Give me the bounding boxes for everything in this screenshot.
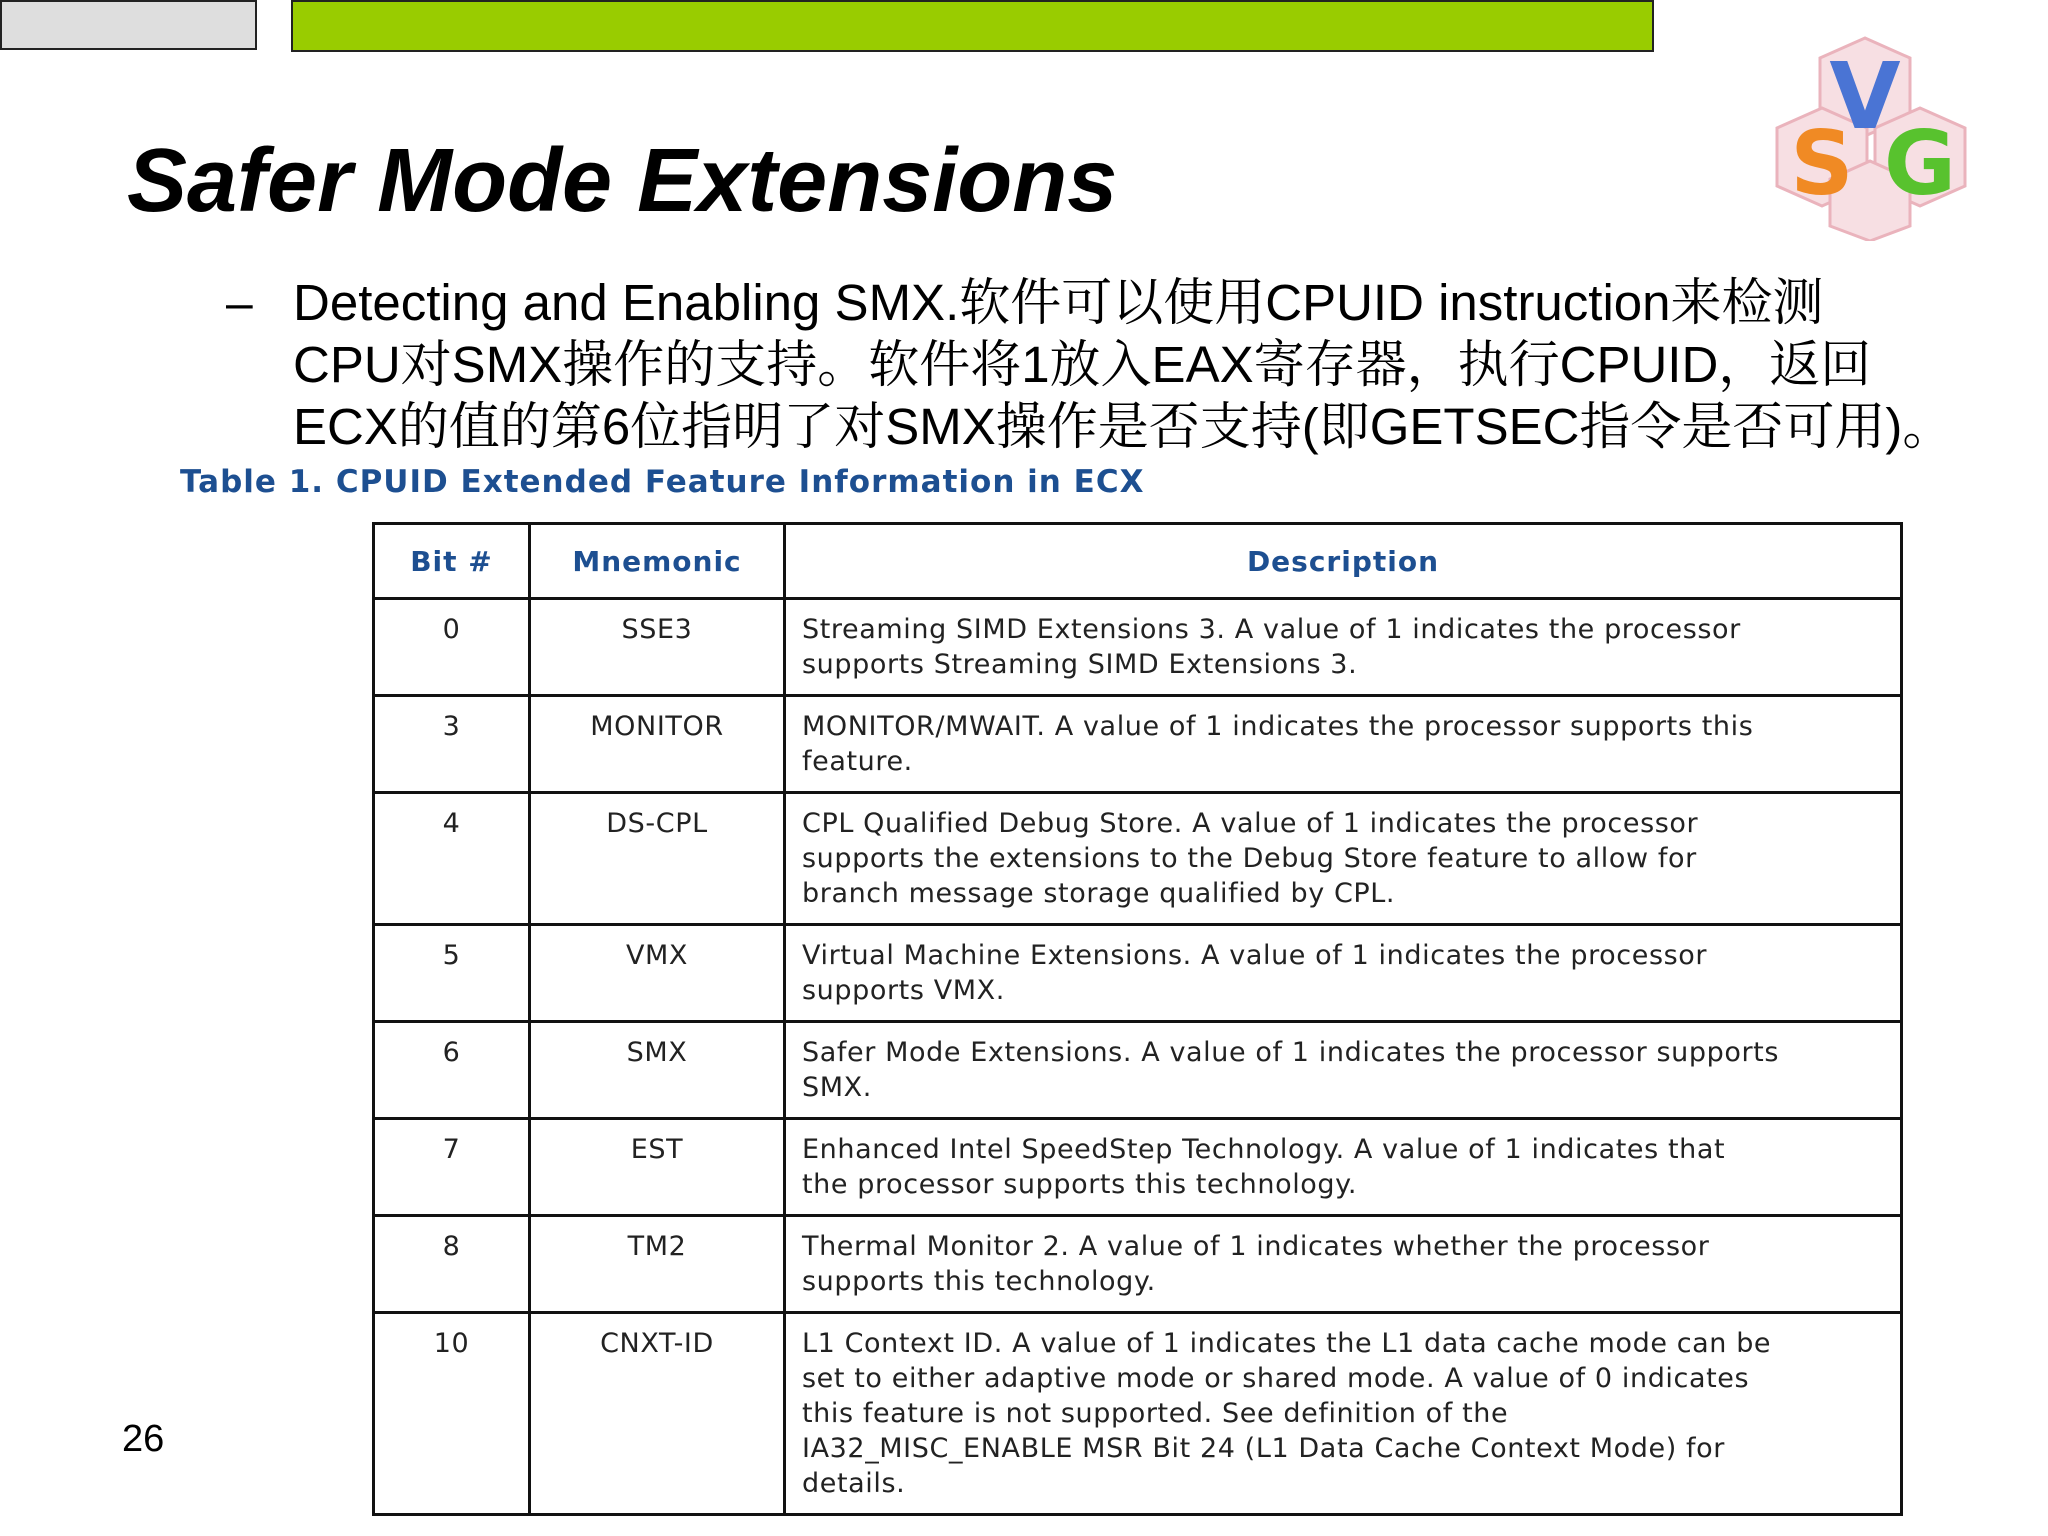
- description-line: Virtual Machine Extensions. A value of 1 indicates the processor: [802, 940, 1708, 971]
- description-line: SMX.: [802, 1072, 872, 1103]
- bullet-line: Detecting and Enabling SMX.软件可以使用CPUID instruction来检测: [293, 274, 1824, 331]
- description-line: details.: [802, 1468, 906, 1499]
- description-line: this feature is not supported. See definition of the: [802, 1398, 1509, 1429]
- description-line: feature.: [802, 746, 913, 777]
- table-caption: Table 1. CPUID Extended Feature Information in ECX: [180, 464, 1145, 500]
- table-row: [374, 793, 1902, 925]
- table-row: [374, 925, 1902, 1022]
- cell-description: [785, 696, 1902, 793]
- description-line: supports VMX.: [802, 975, 1005, 1006]
- description-line: supports this technology.: [802, 1266, 1156, 1297]
- cpuid-feature-table: [372, 522, 1903, 1516]
- cell-description: [785, 1119, 1902, 1216]
- cell-description: [785, 1022, 1902, 1119]
- logo-letter-s: S: [1790, 112, 1854, 215]
- table-body: [374, 599, 1902, 1515]
- table-row: [374, 1216, 1902, 1313]
- logo-letter-v: V: [1829, 43, 1901, 150]
- description-line: L1 Context ID. A value of 1 indicates the L1 data cache mode can be: [802, 1328, 1772, 1359]
- cell-bit: 8: [374, 1216, 530, 1313]
- table-row: [374, 696, 1902, 793]
- description-line: set to either adaptive mode or shared mode. A value of 0 indicates: [802, 1363, 1750, 1394]
- description-line: Enhanced Intel SpeedStep Technology. A value of 1 indicates that: [802, 1134, 1726, 1165]
- description-line: IA32_MISC_ENABLE MSR Bit 24 (L1 Data Cache Context Mode) for: [802, 1433, 1725, 1464]
- cell-description: [785, 793, 1902, 925]
- cell-description: [785, 599, 1902, 696]
- table-row: [374, 1119, 1902, 1216]
- page-number: 26: [122, 1418, 165, 1460]
- cell-bit: 0: [374, 599, 530, 696]
- description-line: Streaming SIMD Extensions 3. A value of 1 indicates the processor: [802, 614, 1741, 645]
- cell-description: [785, 925, 1902, 1022]
- cell-mnemonic: SMX: [530, 1022, 785, 1119]
- description-line: CPL Qualified Debug Store. A value of 1 indicates the processor: [802, 808, 1699, 839]
- cell-bit: 5: [374, 925, 530, 1022]
- top-green-accent-bar: [291, 0, 1654, 52]
- description-line: supports the extensions to the Debug Store feature to allow for: [802, 843, 1697, 874]
- description-line: supports Streaming SIMD Extensions 3.: [802, 649, 1358, 680]
- cell-bit: 7: [374, 1119, 530, 1216]
- description-line: MONITOR/MWAIT. A value of 1 indicates the processor supports this: [802, 711, 1754, 742]
- table-row: [374, 1313, 1902, 1515]
- top-left-gray-bar: [0, 0, 257, 50]
- cell-description: [785, 1313, 1902, 1515]
- bullet-marker: –: [226, 277, 253, 330]
- table-header-row: [374, 524, 1902, 599]
- cell-mnemonic: EST: [530, 1119, 785, 1216]
- cell-description: [785, 1216, 1902, 1313]
- cell-bit: 4: [374, 793, 530, 925]
- header-mnemonic: Mnemonic: [530, 524, 785, 599]
- description-line: Thermal Monitor 2. A value of 1 indicates whether the processor: [802, 1231, 1710, 1262]
- cell-mnemonic: SSE3: [530, 599, 785, 696]
- cell-mnemonic: CNXT-ID: [530, 1313, 785, 1515]
- vsg-logo-icon: [1770, 36, 1990, 241]
- logo-letter-g: G: [1883, 112, 1957, 215]
- cell-bit: 6: [374, 1022, 530, 1119]
- slide-title: Safer Mode Extensions: [127, 131, 1118, 231]
- table-row: [374, 599, 1902, 696]
- bullet-line: ECX的值的第6位指明了对SMX操作是否支持(即GETSEC指令是否可用)。: [293, 398, 1954, 455]
- header-bit: Bit #: [374, 524, 530, 599]
- cell-bit: 3: [374, 696, 530, 793]
- cell-mnemonic: VMX: [530, 925, 785, 1022]
- description-line: Safer Mode Extensions. A value of 1 indicates the processor supports: [802, 1037, 1780, 1068]
- cell-mnemonic: DS-CPL: [530, 793, 785, 925]
- description-line: the processor supports this technology.: [802, 1169, 1358, 1200]
- cell-bit: 10: [374, 1313, 530, 1515]
- table-row: [374, 1022, 1902, 1119]
- bullet-line: CPU对SMX操作的支持。软件将1放入EAX寄存器，执行CPUID，返回: [293, 336, 1872, 393]
- header-description: Description: [785, 524, 1902, 599]
- description-line: branch message storage qualified by CPL.: [802, 878, 1396, 909]
- cell-mnemonic: TM2: [530, 1216, 785, 1313]
- bullet-text: [293, 272, 2013, 458]
- cell-mnemonic: MONITOR: [530, 696, 785, 793]
